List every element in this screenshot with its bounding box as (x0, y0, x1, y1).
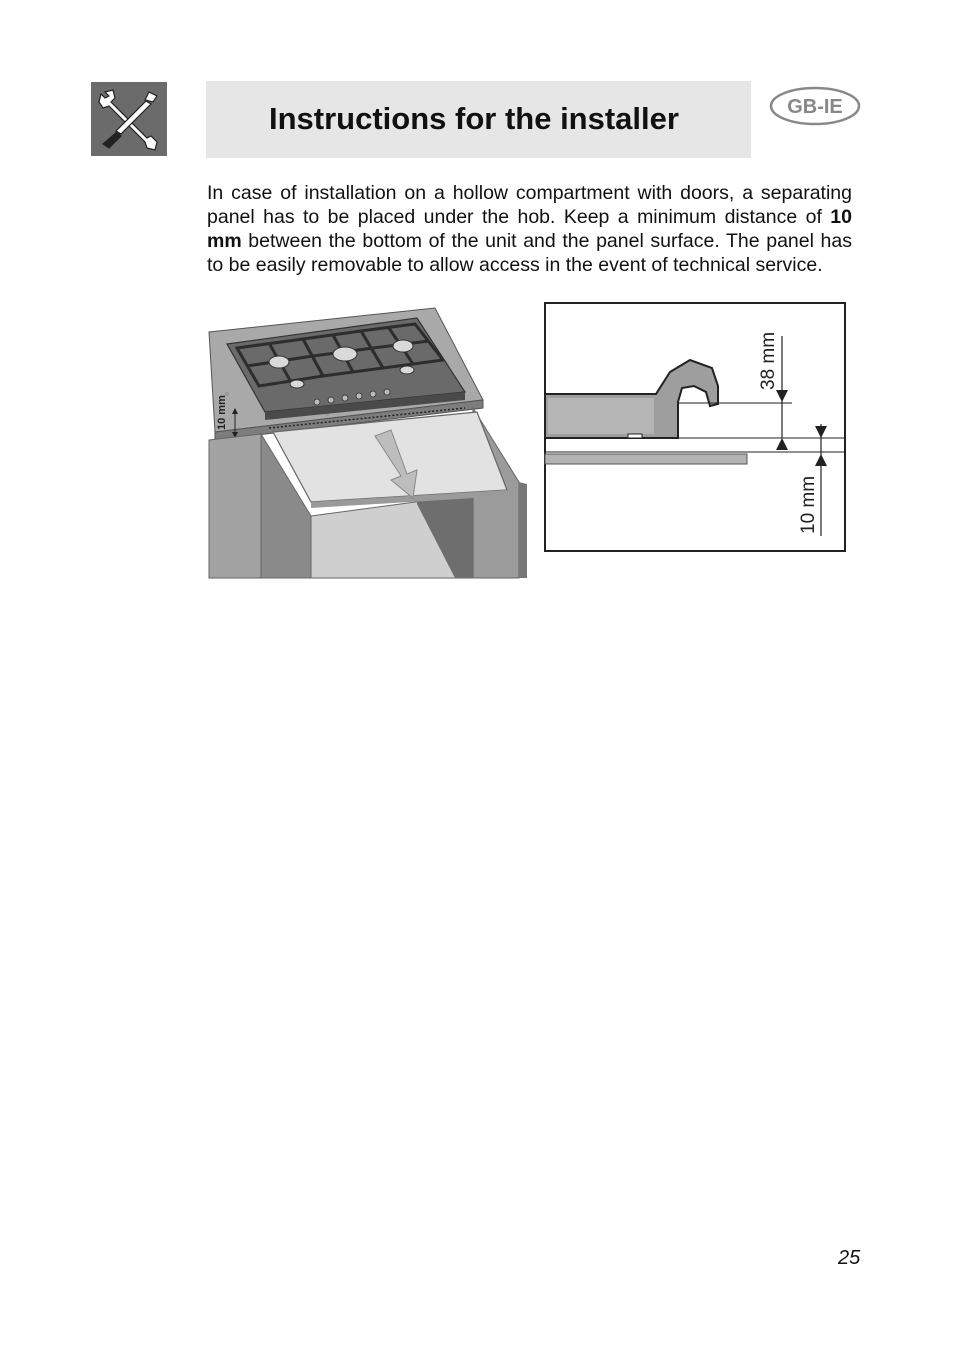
page-title: Instructions for the installer (269, 101, 679, 136)
region-badge-label: GB-IE (787, 96, 843, 118)
paragraph-part-1: In case of installation on a hollow compartment with doors, a separating panel has to be placed under the hob. Keep a minimum distance of (207, 182, 852, 228)
tools-icon-box (91, 82, 167, 156)
header-title-bar (206, 81, 751, 158)
page-number: 25 (838, 1247, 861, 1269)
cross-section-diagram (544, 302, 846, 552)
paragraph-part-2: between the bottom of the unit and the panel surface. The panel has to be easily removable to allow access in the event of technical service. (207, 230, 852, 276)
hob-compartment-illustration (207, 304, 528, 580)
paragraph-bold-distance: 10 mm (207, 206, 852, 252)
screwdriver-wrench-icon (91, 82, 167, 156)
left-dimension-label: 10 mm (216, 395, 228, 430)
right-dimension-top-label: 38 mm (758, 331, 779, 390)
right-dimension-bottom-label: 10 mm (798, 475, 819, 534)
installation-instructions-paragraph (207, 181, 852, 277)
region-badge (769, 86, 861, 126)
